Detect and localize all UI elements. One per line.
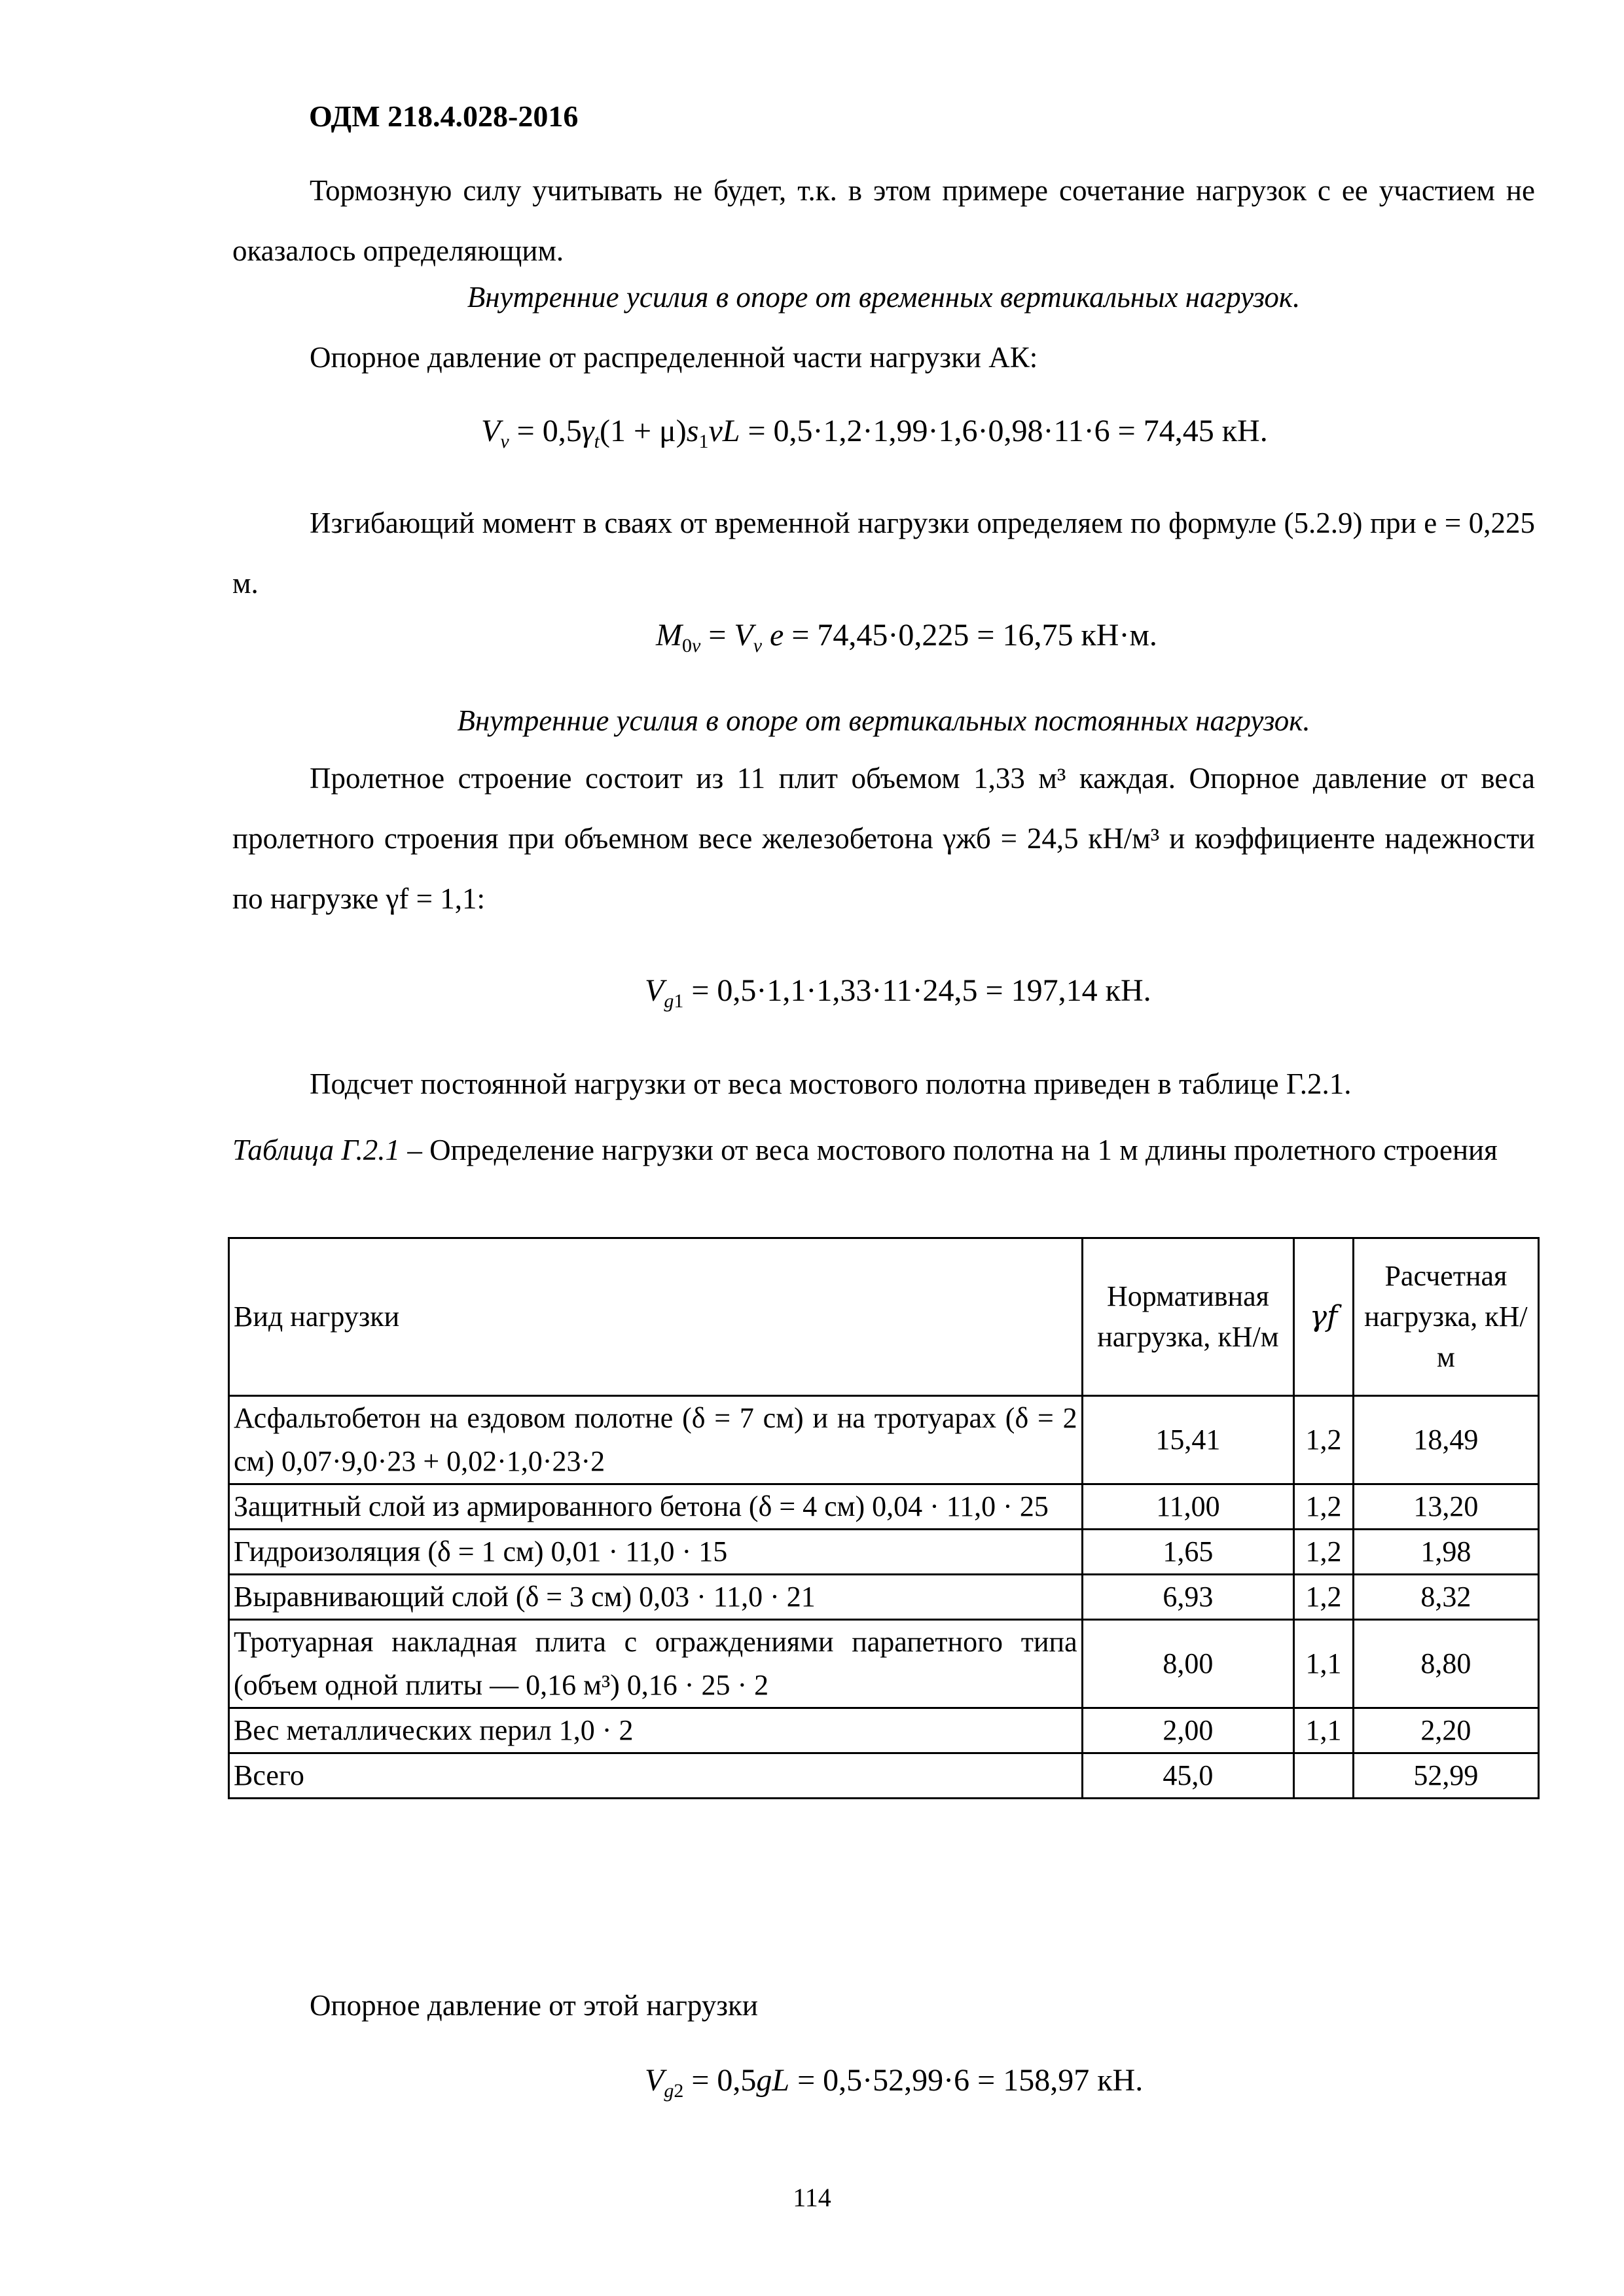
- row-normative: 45,0: [1082, 1753, 1294, 1799]
- table-header-row: [229, 1238, 1539, 1396]
- section-title-permanent-loads: Внутренние усилия в опоре от вертикальных постоянных нагрузок.: [457, 704, 1310, 737]
- section-title-temporary-loads: Внутренние усилия в опоре от временных вертикальных нагрузок.: [467, 281, 1301, 314]
- table-caption-text: – Определение нагрузки от веса мостового полотна на 1 м длины пролетного строения: [400, 1134, 1498, 1166]
- row-gamma-f: 1,1: [1294, 1620, 1354, 1708]
- paragraph-span-structure-text: Пролетное строение состоит из 11 плит объемом 1,33 м³ каждая. Опорное давление от веса пролетного строения при объемном весе железобетона γжб = 24,5 кН/м³ и коэффициенте надежности по нагрузке γf = 1,1:: [232, 762, 1535, 915]
- table-row: [229, 1620, 1539, 1708]
- row-name: Всего: [229, 1753, 1083, 1799]
- table-row: [229, 1484, 1539, 1530]
- paragraph-support-pressure: [232, 327, 1535, 387]
- row-normative: 15,41: [1082, 1396, 1294, 1484]
- row-normative: 11,00: [1082, 1484, 1294, 1530]
- row-calculated: 2,20: [1353, 1708, 1538, 1753]
- header-normative-load: Нормативная нагрузка, кН/м: [1082, 1238, 1294, 1396]
- row-normative: 8,00: [1082, 1620, 1294, 1708]
- formula-vg2: $V_{g2} = 0,5gL = 0,5\cdot 52,99\cdot 6 = 158,97$ кН.: [645, 2063, 1144, 2102]
- table-row: [229, 1708, 1539, 1753]
- paragraph-braking-force: [232, 160, 1535, 281]
- paragraph-bending-moment-text: Изгибающий момент в сваях от временной нагрузки определяем по формуле (5.2.9) при e = 0,225 м.: [232, 507, 1535, 600]
- row-normative: 6,93: [1082, 1575, 1294, 1620]
- row-calculated: 8,32: [1353, 1575, 1538, 1620]
- header-load-type: Вид нагрузки: [229, 1238, 1083, 1396]
- header-gamma-f: [1294, 1238, 1354, 1396]
- row-calculated: 52,99: [1353, 1753, 1538, 1799]
- row-gamma-f: 1,2: [1294, 1484, 1354, 1530]
- paragraph-support-pressure-load: [232, 1975, 1535, 2036]
- row-name: Выравнивающий слой (δ = 3 см) 0,03 · 11,0 · 21: [229, 1575, 1083, 1620]
- row-name: Вес металлических перил 1,0 · 2: [229, 1708, 1083, 1753]
- row-name: Тротуарная накладная плита с ограждениями парапетного типа (объем одной плиты — 0,16 м³) 0,16 · 25 · 2: [229, 1620, 1083, 1708]
- row-gamma-f: 1,1: [1294, 1708, 1354, 1753]
- paragraph-span-structure: [232, 748, 1535, 929]
- paragraph-table-reference-text: Подсчет постоянной нагрузки от веса мостового полотна приведен в таблице Г.2.1.: [310, 1067, 1352, 1100]
- paragraph-bending-moment: [232, 493, 1535, 613]
- row-gamma-f: 1,2: [1294, 1530, 1354, 1575]
- row-calculated: 18,49: [1353, 1396, 1538, 1484]
- row-gamma-f: [1294, 1753, 1354, 1799]
- gamma-f-symbol: γf: [1309, 1300, 1338, 1333]
- row-calculated: 1,98: [1353, 1530, 1538, 1575]
- paragraph-support-pressure-text: Опорное давление от распределенной части нагрузки АК:: [310, 341, 1038, 374]
- row-gamma-f: 1,2: [1294, 1575, 1354, 1620]
- table-caption-label: Таблица Г.2.1: [232, 1134, 401, 1166]
- formula-vv: $V_v = 0,5\gamma_t(1 + \mu)s_1vL = 0,5\cdot 1,2\cdot 1,99\cdot 1,6\cdot 0,98\cdot 11\cdot 6 = 74,45$ кН.: [481, 414, 1268, 452]
- row-name: Гидроизоляция (δ = 1 см) 0,01 · 11,0 · 15: [229, 1530, 1083, 1575]
- table-caption: [232, 1124, 1535, 1175]
- page-number: 114: [793, 2183, 831, 2212]
- table-row: [229, 1530, 1539, 1575]
- formula-vg1-rhs: = 0,5·1,1·1,33·11·24,5 = 197,14 кН.: [683, 973, 1151, 1008]
- formula-vg1: $V_{g1} = 0,5\cdot 1,1\cdot 1,33\cdot 11\cdot 24,5 = 197,14$ кН.: [645, 973, 1151, 1012]
- row-calculated: 8,80: [1353, 1620, 1538, 1708]
- table-row: [229, 1396, 1539, 1484]
- row-normative: 1,65: [1082, 1530, 1294, 1575]
- paragraph-braking-force-text: Тормозную силу учитывать не будет, т.к. в этом примере сочетание нагрузок с ее участием не оказалось определяющим.: [232, 174, 1535, 267]
- row-name: Асфальтобетон на ездовом полотне (δ = 7 см) и на тротуарах (δ = 2 см) 0,07·9,0·23 + 0,02·1,0·23·2: [229, 1396, 1083, 1484]
- row-gamma-f: 1,2: [1294, 1396, 1354, 1484]
- formula-vv-rhs: = 0,5·1,2·1,99·1,6·0,98·11·6 = 74,45 кН.: [740, 414, 1268, 448]
- formula-m0v-rhs: = 74,45·0,225 = 16,75 кН·м.: [784, 618, 1157, 653]
- paragraph-table-reference: [232, 1054, 1535, 1114]
- formula-vg2-rhs: = 0,5·52,99·6 = 158,97 кН.: [789, 2063, 1144, 2098]
- row-normative: 2,00: [1082, 1708, 1294, 1753]
- header-calculated-load: Расчетная нагрузка, кН/м: [1353, 1238, 1538, 1396]
- formula-m0v: $M_{0v} = V_v$ e = 74,45·0,225 = 16,75 кН·м.: [656, 618, 1157, 656]
- paragraph-support-pressure-load-text: Опорное давление от этой нагрузки: [310, 1989, 758, 2022]
- document-header: ОДМ 218.4.028-2016: [309, 99, 579, 133]
- row-calculated: 13,20: [1353, 1484, 1538, 1530]
- table-row: [229, 1575, 1539, 1620]
- loads-table: [228, 1237, 1540, 1799]
- table-row-total: [229, 1753, 1539, 1799]
- row-name: Защитный слой из армированного бетона (δ = 4 см) 0,04 · 11,0 · 25: [229, 1484, 1083, 1530]
